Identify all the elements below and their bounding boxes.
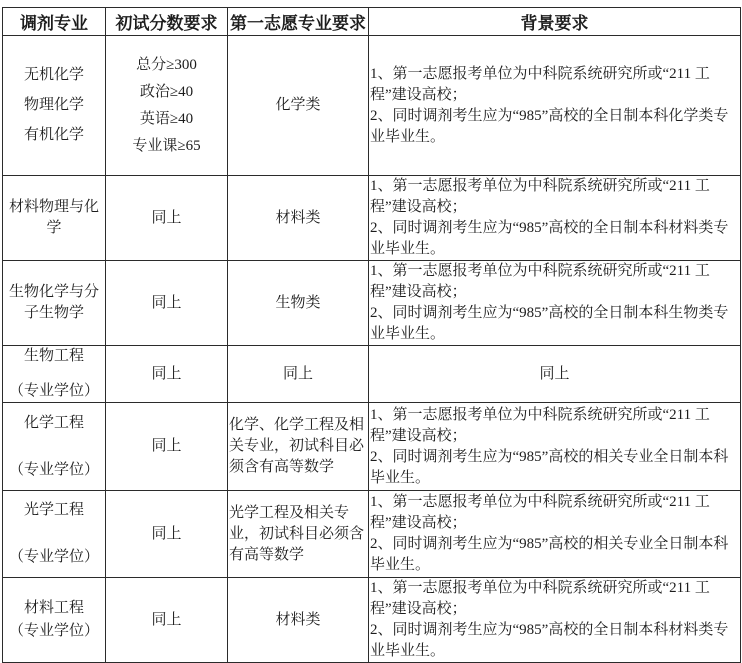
major-line: 物理化学	[23, 97, 84, 113]
background-item: 1、第一志愿报考单位为中科院系统研究所或“211 工程”建设高校；	[370, 406, 710, 444]
background-cell	[369, 261, 741, 346]
major-line: 材料物理与化学	[8, 199, 99, 236]
first-choice-cell: 化学、化学工程及相关专业，初试科目必须含有高等数学	[228, 403, 369, 491]
background-item: 1、第一志愿报考单位为中科院系统研究所或“211 工程”建设高校；	[370, 494, 710, 531]
major-line: 光学工程	[23, 502, 84, 518]
major-cell	[3, 261, 106, 346]
major-line: （专业学位）	[8, 623, 99, 639]
background-cell	[369, 403, 741, 491]
background-item: 2、同时调剂考生应为“985”高校的全日制本科材料类专业毕业生。	[370, 220, 729, 257]
major-line: （专业学位）	[8, 461, 99, 478]
first-choice-cell: 化学类	[228, 36, 369, 176]
table-row	[3, 346, 741, 403]
score-line: 英语≥40	[139, 110, 194, 127]
score-cell: 同上	[106, 176, 228, 261]
adjustment-requirements-document	[2, 7, 741, 663]
background-item: 2、同时调剂考生应为“985”高校的全日制本科化学类专业毕业生。	[370, 107, 729, 145]
first-choice-cell: 生物类	[228, 261, 369, 346]
score-cell: 同上	[106, 491, 228, 578]
major-line: 生物工程	[23, 348, 84, 364]
score-cell: 同上	[106, 403, 228, 491]
background-item: 2、同时调剂考生应为“985”高校的相关专业全日制本科毕业生。	[370, 536, 729, 573]
background-item: 2、同时调剂考生应为“985”高校的全日制本科生物类专业毕业生。	[370, 305, 729, 342]
major-line: 有机化学	[23, 127, 84, 143]
first-choice-cell: 光学工程及相关专业，初试科目必须含有高等数学	[228, 491, 369, 578]
major-cell	[3, 176, 106, 261]
background-cell	[369, 36, 741, 176]
major-line: 生物化学与分子生物学	[8, 284, 99, 321]
first-choice-cell: 材料类	[228, 578, 369, 663]
major-cell	[3, 403, 106, 491]
score-line: 专业课≥65	[132, 137, 201, 154]
col-header-initial-score: 初试分数要求	[106, 8, 228, 36]
background-item: 2、同时调剂考生应为“985”高校的全日制本科材料类专业毕业生。	[370, 622, 729, 659]
major-line: （专业学位）	[8, 549, 99, 565]
major-line: （专业学位）	[8, 383, 99, 399]
major-cell	[3, 491, 106, 578]
major-line: 材料工程	[23, 600, 84, 616]
background-cell: 同上	[369, 346, 741, 403]
major-cell	[3, 346, 106, 403]
major-cell	[3, 36, 106, 176]
score-line: 政治≥40	[139, 83, 194, 100]
score-cell: 同上	[106, 346, 228, 403]
major-line: 无机化学	[23, 67, 84, 83]
background-cell	[369, 491, 741, 578]
col-header-first-choice-major: 第一志愿专业要求	[228, 8, 369, 36]
score-line: 总分≥300	[136, 56, 197, 73]
background-item: 1、第一志愿报考单位为中科院系统研究所或“211 工程”建设高校；	[370, 580, 710, 617]
adjustment-requirements-table	[2, 7, 741, 663]
col-header-background: 背景要求	[369, 8, 741, 36]
major-line: 化学工程	[23, 414, 84, 431]
score-cell: 同上	[106, 261, 228, 346]
background-item: 1、第一志愿报考单位为中科院系统研究所或“211 工程”建设高校；	[370, 263, 710, 300]
header-row	[3, 8, 741, 36]
table-row	[3, 403, 741, 491]
background-item: 1、第一志愿报考单位为中科院系统研究所或“211 工程”建设高校；	[370, 65, 710, 103]
background-cell	[369, 176, 741, 261]
col-header-adjustment-major: 调剂专业	[3, 8, 106, 36]
table-row	[3, 36, 741, 176]
table-row	[3, 491, 741, 578]
first-choice-cell: 同上	[228, 346, 369, 403]
score-cell: 同上	[106, 578, 228, 663]
first-choice-cell: 材料类	[228, 176, 369, 261]
table-row	[3, 261, 741, 346]
background-item: 2、同时调剂考生应为“985”高校的相关专业全日制本科毕业生。	[370, 448, 729, 486]
score-cell	[106, 36, 228, 176]
table-row	[3, 176, 741, 261]
background-item: 1、第一志愿报考单位为中科院系统研究所或“211 工程”建设高校；	[370, 178, 710, 215]
